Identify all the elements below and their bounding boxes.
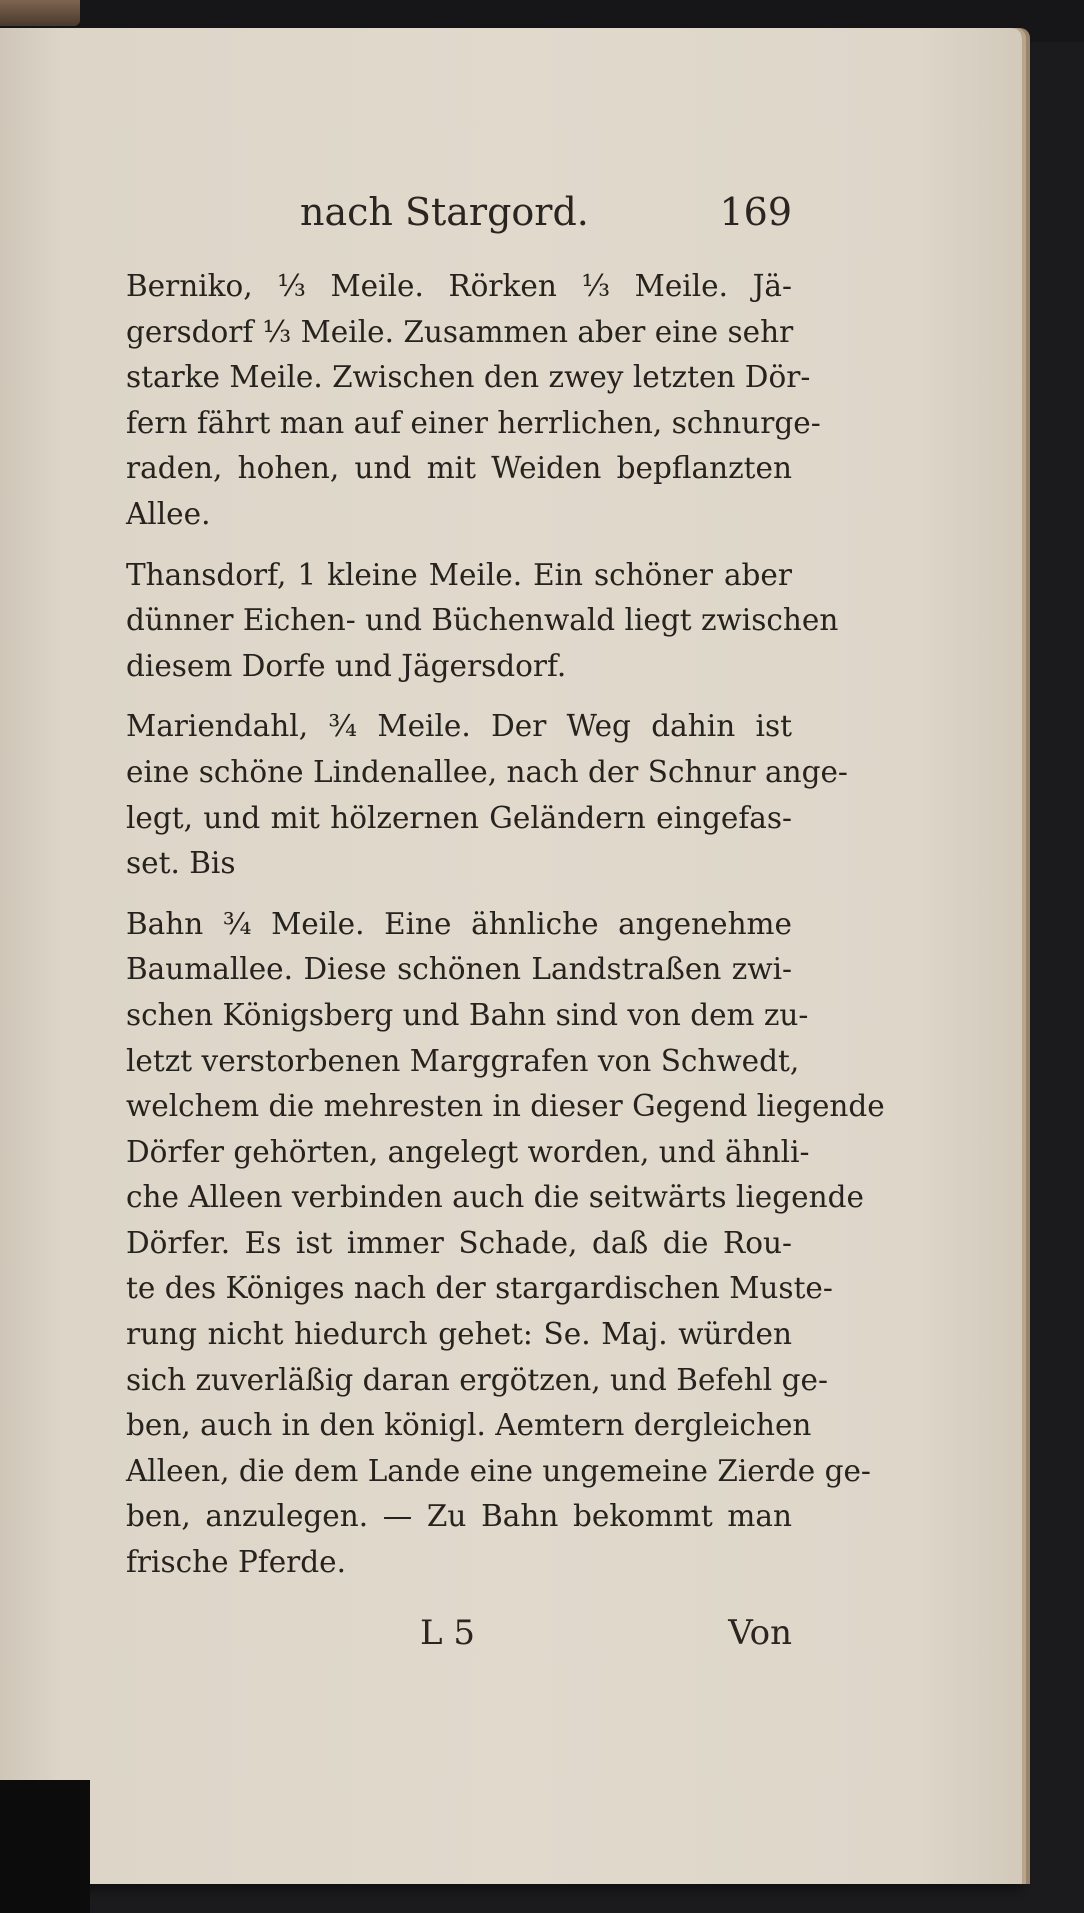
catchword: Von (728, 1613, 792, 1653)
text-line: Thansdorf, 1 kleine Meile. Ein schöner aber (126, 557, 792, 592)
text-line: schen Königsberg und Bahn sind von dem zu- (126, 997, 809, 1032)
text-line: fern fährt man auf einer herrlichen, schnurge- (126, 405, 821, 440)
text-line: rung nicht hiedurch gehet: Se. Maj. würden (126, 1317, 792, 1352)
text-line: letzt verstorbenen Marggrafen von Schwedt, (126, 1043, 800, 1078)
paragraph (126, 902, 885, 1586)
page-footer (126, 1613, 792, 1663)
paragraph-gap (126, 887, 792, 902)
text-line: eine schöne Lindenallee, nach der Schnur ange- (126, 754, 848, 789)
text-line: Bahn ¾ Meile. Eine ähnliche angenehme (126, 906, 792, 941)
text-line: starke Meile. Zwischen den zwey letzten Dör- (126, 360, 811, 395)
text-line: ben, auch in den königl. Aemtern dergleichen (126, 1408, 812, 1443)
text-line: set. Bis (126, 846, 236, 881)
body-text (126, 264, 885, 1586)
text-line: Dörfer. Es ist immer Schade, daß die Rou- (126, 1225, 792, 1260)
running-title: nach Stargord. (300, 190, 589, 234)
text-line: te des Königes nach der stargardischen Muste- (126, 1271, 833, 1306)
paragraph (126, 553, 839, 690)
text-line: raden, hohen, und mit Weiden bepflanzten (126, 451, 792, 486)
signature-mark: L 5 (420, 1613, 476, 1653)
text-line: frische Pferde. (126, 1545, 346, 1580)
paragraph (126, 264, 821, 538)
paragraph (126, 704, 848, 886)
text-line: gersdorf ⅓ Meile. Zusammen aber eine sehr (126, 314, 794, 349)
text-line: Dörfer gehörten, angelegt worden, und ähnli- (126, 1134, 810, 1169)
page-number: 169 (719, 190, 792, 234)
text-line: sich zuverläßig daran ergötzen, und Befehl ge- (126, 1362, 828, 1397)
text-line: Berniko, ⅓ Meile. Rörken ⅓ Meile. Jä- (126, 269, 792, 303)
paragraph-gap (126, 689, 792, 704)
text-line: Baumallee. Diese schönen Landstraßen zwi- (126, 952, 792, 987)
text-line: legt, und mit hölzernen Geländern eingefas- (126, 800, 792, 835)
text-line: diesem Dorfe und Jägersdorf. (126, 648, 567, 683)
scan-background-bottom (0, 1780, 90, 1913)
text-line: dünner Eichen- und Büchenwald liegt zwischen (126, 603, 839, 638)
text-line: Alleen, die dem Lande eine ungemeine Zierde ge- (126, 1453, 871, 1488)
page-header (300, 190, 792, 246)
text-line: che Alleen verbinden auch die seitwärts liegende (126, 1180, 864, 1215)
text-line: ben, anzulegen. — Zu Bahn bekommt man (126, 1499, 792, 1534)
text-line: Allee. (126, 496, 211, 531)
text-line: Mariendahl, ¾ Meile. Der Weg dahin ist (126, 709, 792, 744)
book-cover-corner (0, 0, 80, 26)
text-line: welchem die mehresten in dieser Gegend liegende (126, 1089, 885, 1124)
paragraph-gap (126, 538, 792, 553)
